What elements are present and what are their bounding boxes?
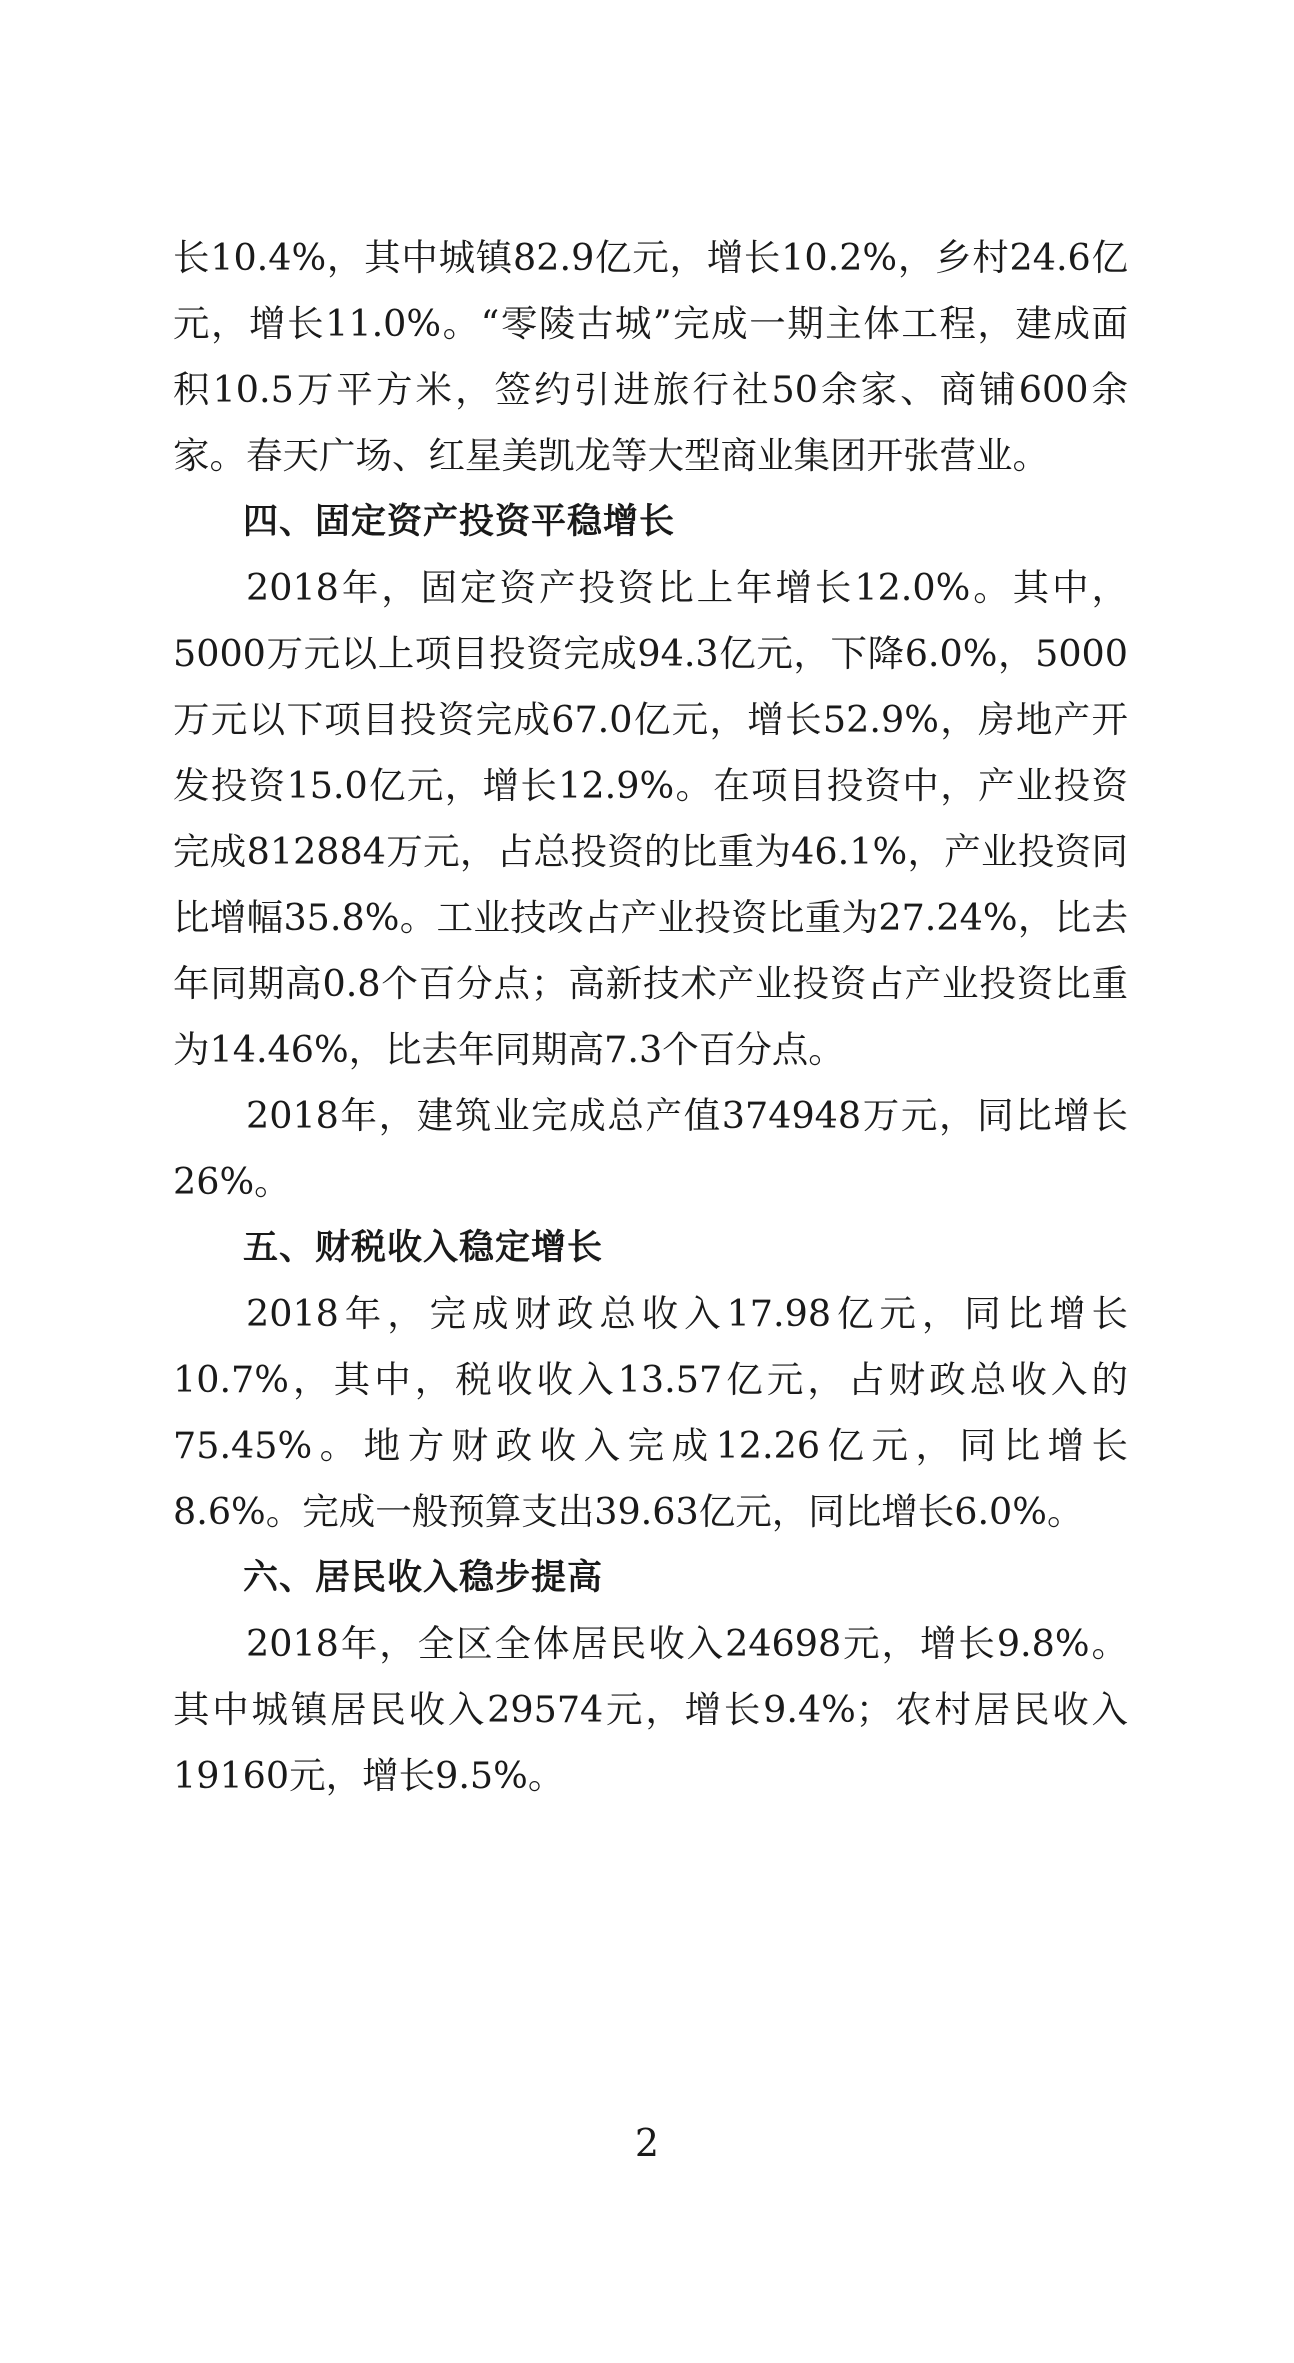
section-heading-resident-income: 六、居民收入稳步提高 [243, 1558, 604, 1598]
paragraph-resident-income: 2018年，全区全体居民收入24698元，增长9.8%。其中城镇居民收入29574元，增长9.4%；农村居民收入19160元，增长9.5%。 [173, 1622, 1128, 1797]
paragraph-retail-continued: 长10.4%，其中城镇82.9亿元，增长10.2%，乡村24.6亿元，增长11.0%。“零陵古城”完成一期主体工程，建成面积10.5万平方米，签约引进旅行社50余家、商铺600余家。春天广场、红星美凯龙等大型商业集团开张营业。 [173, 236, 1128, 477]
document-body [173, 225, 1128, 1809]
paragraph-construction: 2018年，建筑业完成总产值374948万元，同比增长26%。 [173, 1094, 1128, 1203]
section-heading-fiscal-revenue: 五、财税收入稳定增长 [243, 1228, 604, 1268]
paragraph-fiscal-revenue: 2018年，完成财政总收入17.98亿元，同比增长10.7%，其中，税收收入13.57亿元，占财政总收入的75.45%。地方财政收入完成12.26亿元，同比增长8.6%。完成一般预算支出39.63亿元，同比增长6.0%。 [173, 1292, 1128, 1533]
paragraph-fixed-asset-investment: 2018年，固定资产投资比上年增长12.0%。其中，5000万元以上项目投资完成94.3亿元，下降6.0%，5000万元以下项目投资完成67.0亿元，增长52.9%，房地产开发投资15.0亿元，增长12.9%。在项目投资中，产业投资完成812884万元，占总投资的比重为46.1%，产业投资同比增幅35.8%。工业技改占产业投资比重为27.24%，比去年同期高0.8个百分点；高新技术产业投资占产业投资比重为14.46%，比去年同期高7.3个百分点。 [173, 566, 1128, 1071]
section-heading-fixed-asset-investment: 四、固定资产投资平稳增长 [243, 502, 676, 542]
page-number: 2 [634, 2121, 660, 2165]
